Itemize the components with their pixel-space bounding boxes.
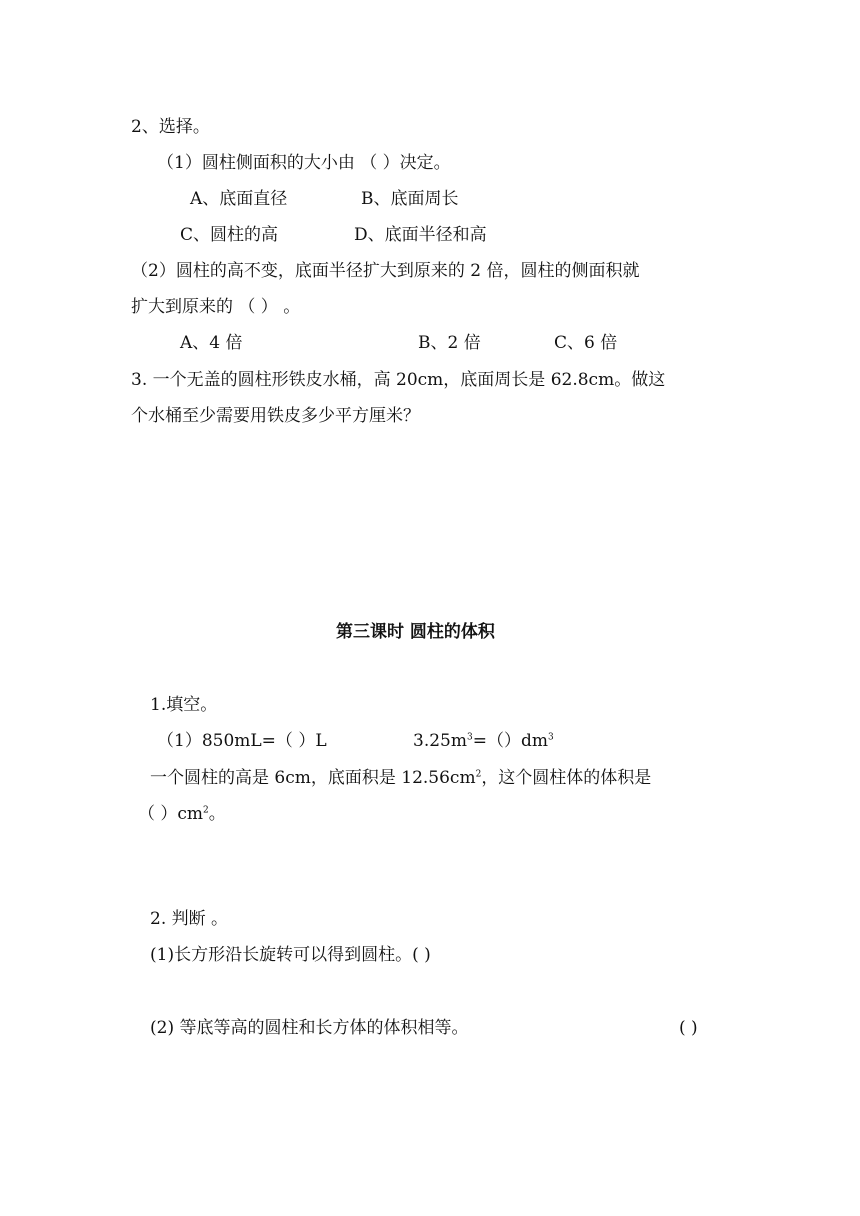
fill-q1-part2-pre: 3.25m bbox=[413, 731, 467, 751]
section3-line2: 个水桶至少需要用铁皮多少平方厘米？ bbox=[131, 406, 420, 426]
section2-q2-stem-line1: （2）圆柱的高不变，底面半径扩大到原来的 2 倍，圆柱的侧面积就 bbox=[131, 261, 640, 281]
section2-q2-option-c: C、6 倍 bbox=[554, 333, 618, 353]
fill-q2-line1 bbox=[150, 766, 651, 790]
fill-q2-line2-post: 。 bbox=[208, 804, 226, 824]
fill-q2-line2 bbox=[138, 802, 226, 826]
judge-q1: (1)长方形沿长旋转可以得到圆柱。( ) bbox=[150, 945, 431, 965]
fill-q2-line1-pre: 一个圆柱的高是 6cm，底面积是 12.56cm bbox=[150, 768, 476, 788]
judge-q2-blank: ( ) bbox=[679, 1018, 698, 1038]
lesson-title: 第三课时 圆柱的体积 bbox=[336, 622, 495, 642]
fill-q2-line2-sup: 2 bbox=[203, 805, 209, 816]
fill-heading: 1.填空。 bbox=[150, 695, 218, 715]
fill-q2-line1-sup: 2 bbox=[475, 769, 482, 780]
fill-q1-part2 bbox=[413, 729, 554, 753]
fill-q1-part2-mid: =（）dm bbox=[472, 731, 548, 751]
section2-heading: 2、选择。 bbox=[131, 117, 210, 137]
judge-q2: (2) 等底等高的圆柱和长方体的体积相等。 bbox=[150, 1018, 469, 1038]
fill-q1-sup1: 3 bbox=[466, 732, 473, 743]
section2-q2-option-b: B、2 倍 bbox=[418, 333, 481, 353]
section2-q1-stem: （1）圆柱侧面积的大小由 （ ）决定。 bbox=[157, 153, 451, 173]
section2-q2-stem-line2: 扩大到原来的 （ ） 。 bbox=[131, 297, 301, 317]
judge-heading: 2. 判断 。 bbox=[150, 909, 229, 929]
fill-q1-sup2: 3 bbox=[547, 732, 554, 743]
section2-q1-option-b: B、底面周长 bbox=[361, 189, 459, 209]
section2-q2-option-a: A、4 倍 bbox=[180, 333, 243, 353]
section2-q1-option-a: A、底面直径 bbox=[190, 189, 288, 209]
fill-q1-part1: （1）850mL=（ ）L bbox=[157, 731, 327, 751]
fill-q2-line1-post: ，这个圆柱体的体积是 bbox=[481, 768, 652, 788]
section3-line1: 3. 一个无盖的圆柱形铁皮水桶，高 20cm，底面周长是 62.8cm。做这 bbox=[131, 370, 666, 390]
section2-q1-option-d: D、底面半径和高 bbox=[354, 225, 487, 245]
section2-q1-option-c: C、圆柱的高 bbox=[180, 225, 279, 245]
fill-q2-line2-pre: （ ）cm bbox=[138, 804, 204, 824]
